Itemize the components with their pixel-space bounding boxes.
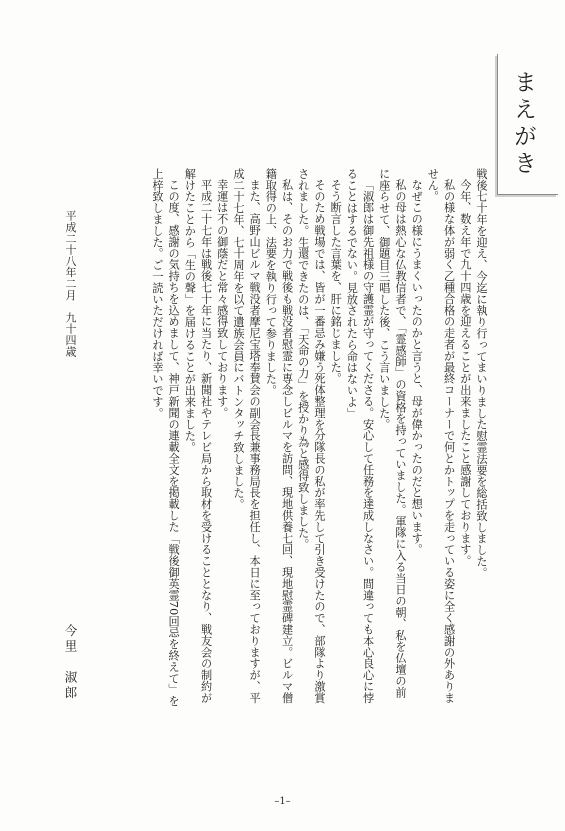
page-title: まえがき <box>510 70 536 178</box>
paragraph: 「淑郎は御先祖様の守護霊が守ってくださる。安心して任務を達成しなさい。間違っても本心良心に悖ることはするでない。見放されたら命はないよ」 <box>345 168 375 704</box>
paragraph: 幸運は不の御蔭だと常々感得致しております。 <box>215 179 229 419</box>
paragraph: 平成二十七年は戦後七十年に当たり、新聞社やテレビ局から取材を受けることとなり、戦友会の制約が解けたことから「生の聲」を届けることが出来ました。 <box>183 168 213 704</box>
paragraph: 私の母は熱心な仏教信者で、「霊感師」の資格を持っていました。軍隊に入る当日の朝、私を仏壇の前に座らせて、御題目三唱した後、こう言いました。 <box>377 168 407 698</box>
paragraph: そう断言した言葉を、肝に銘じました。 <box>329 179 343 385</box>
paragraph: そのため戦場では、皆が一番忌み嫌う死体整理を分隊長の私が率先して引き受けたので、部隊より激賞されました。生還できたのは、「天命の力」を授かり為と感得致しました。 <box>296 168 326 704</box>
body-text <box>149 168 489 708</box>
signature-name: 今里 淑郎 <box>63 624 78 702</box>
paragraph: なぜこの様にうまくいったのかと言うと、母が偉かったのだと想います。 <box>410 179 424 556</box>
page-number: –1– <box>274 796 291 807</box>
paragraph: また、高野山ビルマ戦没者摩尼宝塔奉賛会の副会長兼事務局長を担任し、本日に至っておりますが、平成二十七年、七十周年を以て遺族会員にバトンタッチ致しました。 <box>231 168 262 704</box>
paragraph: 戦後七十年を迎え、今迄に執り行ってまいりました慰霊法要を総括致しました。 <box>475 168 488 579</box>
paragraph: 私の様な体が弱く乙種合格の走者が最終コーナーで何とかトップを走っている姿に全く感謝の外ありません。 <box>426 168 456 704</box>
paragraph: この度、感謝の気持ちを込めまして、神戸新聞の連載全文を掲載した「戦後御英霊70回忌を終えて」を上梓致しました。ご一読いただければ幸いです。 <box>150 168 181 707</box>
paragraph: 私は、そのお力で戦後も戦没者慰霊に専念しビルマを訪問、現地供養七回、現地慰霊碑建立。ビルマ僧籍取得の上、法要を執り行って参りました。 <box>264 168 294 704</box>
signature-date: 平成二十八年二月 九十四歳 <box>64 210 77 357</box>
paragraph: 今年、数え年で九十四歳を迎えることが出来ましたこと感謝しております。 <box>458 179 472 567</box>
